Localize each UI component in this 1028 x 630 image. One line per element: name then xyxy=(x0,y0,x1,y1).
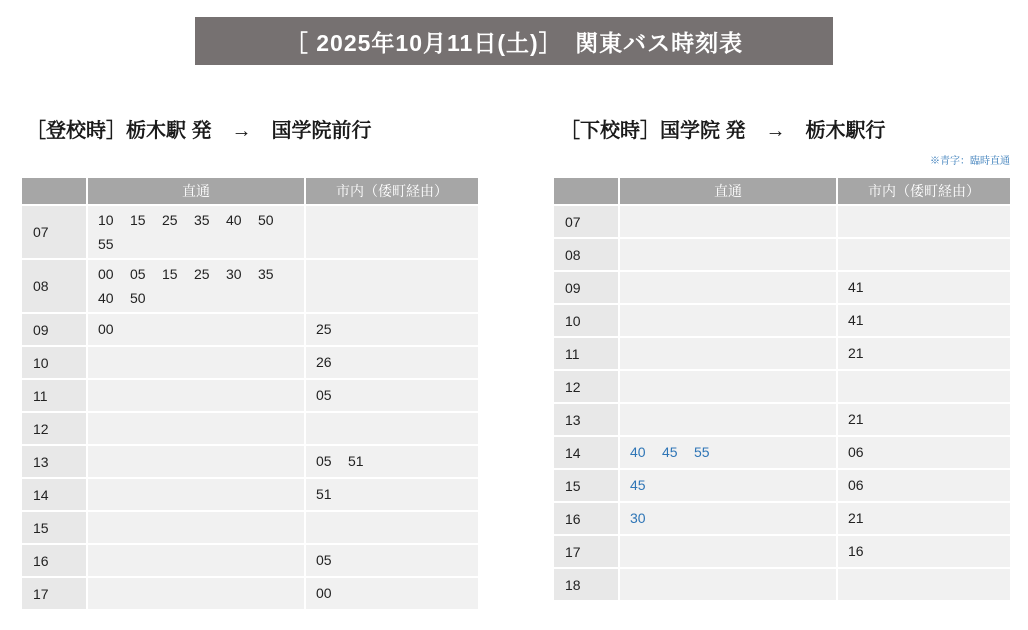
departure-minute: 05 xyxy=(316,387,332,404)
column-header-direct: 直通 xyxy=(619,177,837,205)
city-cell xyxy=(837,238,1011,271)
table-row xyxy=(21,205,479,259)
departure-minute: 00 xyxy=(98,265,114,282)
direct-cell xyxy=(87,379,305,412)
city-cell xyxy=(837,370,1011,403)
direct-cell xyxy=(87,259,305,313)
city-cell xyxy=(305,412,479,445)
hour-cell: 16 xyxy=(21,544,87,577)
departure-minute: 25 xyxy=(162,211,178,228)
direct-cell xyxy=(87,511,305,544)
departure-minute: 25 xyxy=(194,265,210,282)
city-cell xyxy=(837,469,1011,502)
table-row xyxy=(553,337,1011,370)
direct-cell xyxy=(87,445,305,478)
departure-minute: 00 xyxy=(98,321,114,338)
table-row xyxy=(21,346,479,379)
table-row xyxy=(21,511,479,544)
hour-cell: 10 xyxy=(553,304,619,337)
table-row xyxy=(21,259,479,313)
city-cell xyxy=(305,205,479,259)
departure-minute: 26 xyxy=(316,354,332,371)
departure-minute: 06 xyxy=(848,477,864,494)
direct-cell xyxy=(87,313,305,346)
hour-cell: 13 xyxy=(21,445,87,478)
hour-cell: 15 xyxy=(21,511,87,544)
departure-minute: 40 xyxy=(98,290,114,306)
departure-minute: 06 xyxy=(848,444,864,461)
legend-note: ※青字：臨時直通 xyxy=(930,156,1010,167)
table-row xyxy=(553,370,1011,403)
hour-cell: 08 xyxy=(21,259,87,313)
direct-cell xyxy=(87,346,305,379)
city-cell xyxy=(305,544,479,577)
hour-cell: 09 xyxy=(553,271,619,304)
timetable-morning xyxy=(20,176,480,611)
table-row xyxy=(553,238,1011,271)
hour-cell: 18 xyxy=(553,568,619,601)
column-header-hour xyxy=(21,177,87,205)
hour-cell: 11 xyxy=(21,379,87,412)
hour-cell: 17 xyxy=(21,577,87,610)
direct-cell xyxy=(87,478,305,511)
city-cell xyxy=(837,535,1011,568)
table-row xyxy=(21,313,479,346)
hour-cell: 17 xyxy=(553,535,619,568)
city-cell xyxy=(305,346,479,379)
column-header-city: 市内（倭町経由） xyxy=(837,177,1011,205)
table-row xyxy=(553,304,1011,337)
departure-minute: 16 xyxy=(848,543,864,560)
column-header-hour xyxy=(553,177,619,205)
departure-minute: 05 xyxy=(130,265,146,282)
departure-minute: 21 xyxy=(848,345,864,362)
departure-minute: 05 xyxy=(316,552,332,569)
city-cell xyxy=(837,304,1011,337)
city-cell xyxy=(305,511,479,544)
column-header-direct: 直通 xyxy=(87,177,305,205)
city-cell xyxy=(305,577,479,610)
timetable-afternoon xyxy=(552,176,1012,602)
departure-minute: 50 xyxy=(130,290,146,306)
hour-cell: 09 xyxy=(21,313,87,346)
city-cell xyxy=(837,568,1011,601)
hour-cell: 07 xyxy=(21,205,87,259)
table-row xyxy=(21,544,479,577)
direct-cell xyxy=(87,412,305,445)
direct-cell xyxy=(619,502,837,535)
table-header-row xyxy=(553,177,1011,205)
departure-minute: 35 xyxy=(194,211,210,228)
departure-minute: 30 xyxy=(630,510,646,527)
city-cell xyxy=(305,259,479,313)
table-row xyxy=(553,535,1011,568)
table-row xyxy=(553,436,1011,469)
departure-minute: 45 xyxy=(630,477,646,494)
hour-cell: 12 xyxy=(21,412,87,445)
departure-minute: 50 xyxy=(258,211,274,228)
hour-cell: 13 xyxy=(553,403,619,436)
table-row xyxy=(21,379,479,412)
hour-cell: 16 xyxy=(553,502,619,535)
direct-cell xyxy=(619,436,837,469)
departure-minute: 30 xyxy=(226,265,242,282)
departure-minute: 35 xyxy=(258,265,274,282)
table-row xyxy=(553,502,1011,535)
departure-minute: 51 xyxy=(316,486,332,503)
departure-minute: 40 xyxy=(630,444,646,461)
direct-cell xyxy=(619,304,837,337)
departure-minute: 55 xyxy=(98,236,114,252)
departure-minute: 21 xyxy=(848,411,864,428)
departure-minute: 10 xyxy=(98,211,114,228)
city-cell xyxy=(837,271,1011,304)
table-row xyxy=(553,403,1011,436)
table-row xyxy=(21,412,479,445)
departure-minute: 25 xyxy=(316,321,332,338)
timetable-morning-body xyxy=(21,205,479,610)
direct-cell xyxy=(619,535,837,568)
page-title: ［ 2025年10月11日(土)］ 関東バス時刻表 xyxy=(195,17,833,65)
hour-cell: 08 xyxy=(553,238,619,271)
direct-cell xyxy=(619,238,837,271)
direct-cell xyxy=(87,577,305,610)
direct-cell xyxy=(619,271,837,304)
table-row xyxy=(553,469,1011,502)
departure-minute: 45 xyxy=(662,444,678,461)
city-cell xyxy=(837,205,1011,238)
hour-cell: 14 xyxy=(21,478,87,511)
city-cell xyxy=(305,379,479,412)
hour-cell: 15 xyxy=(553,469,619,502)
direct-cell xyxy=(87,544,305,577)
table-row xyxy=(21,445,479,478)
departure-minute: 15 xyxy=(162,265,178,282)
section-heading-morning: ［登校時］栃木駅 発 → 国学院前行 xyxy=(26,120,372,142)
table-row xyxy=(21,478,479,511)
city-cell xyxy=(305,478,479,511)
departure-minute: 40 xyxy=(226,211,242,228)
city-cell xyxy=(837,436,1011,469)
direct-cell xyxy=(619,337,837,370)
table-header-row xyxy=(21,177,479,205)
hour-cell: 11 xyxy=(553,337,619,370)
direct-cell xyxy=(619,370,837,403)
hour-cell: 12 xyxy=(553,370,619,403)
column-header-city: 市内（倭町経由） xyxy=(305,177,479,205)
city-cell xyxy=(837,502,1011,535)
hour-cell: 10 xyxy=(21,346,87,379)
departure-minute: 15 xyxy=(130,211,146,228)
departure-minute: 05 xyxy=(316,453,332,470)
departure-minute: 41 xyxy=(848,279,864,296)
departure-minute: 41 xyxy=(848,312,864,329)
departure-minute: 55 xyxy=(694,444,710,461)
timetable-afternoon-body xyxy=(553,205,1011,601)
table-row xyxy=(553,271,1011,304)
section-heading-afternoon: ［下校時］国学院 発 → 栃木駅行 xyxy=(560,120,886,142)
departure-minute: 00 xyxy=(316,585,332,602)
direct-cell xyxy=(619,469,837,502)
table-row xyxy=(553,205,1011,238)
hour-cell: 07 xyxy=(553,205,619,238)
table-row xyxy=(553,568,1011,601)
city-cell xyxy=(837,337,1011,370)
city-cell xyxy=(305,445,479,478)
hour-cell: 14 xyxy=(553,436,619,469)
departure-minute: 51 xyxy=(348,453,364,470)
direct-cell xyxy=(619,403,837,436)
departure-minute: 21 xyxy=(848,510,864,527)
direct-cell xyxy=(87,205,305,259)
direct-cell xyxy=(619,205,837,238)
city-cell xyxy=(837,403,1011,436)
table-row xyxy=(21,577,479,610)
direct-cell xyxy=(619,568,837,601)
city-cell xyxy=(305,313,479,346)
